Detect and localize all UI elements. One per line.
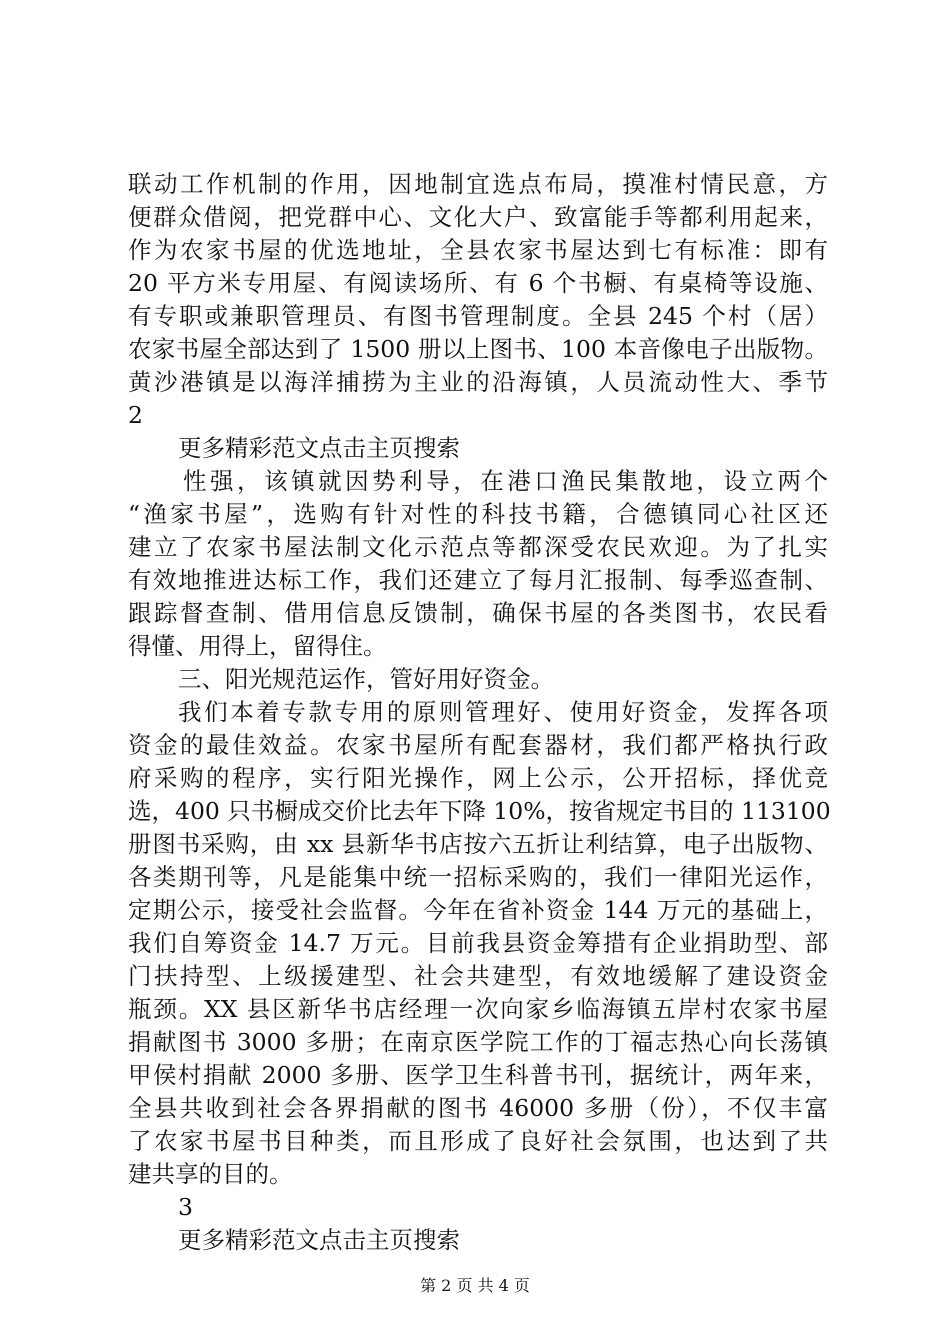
text-line: “渔家书屋”，选购有针对性的科技书籍，合德镇同心社区还 <box>128 500 828 528</box>
text-line: 册图书采购，由 xx 县新华书店按六五折让利结算，电子出版物、 <box>128 830 828 858</box>
section-heading: 三、阳光规范运作，管好用好资金。 <box>178 665 554 693</box>
page-number-marker: 2 <box>128 401 143 429</box>
text-line: 建共享的目的。 <box>128 1160 293 1188</box>
text-line: 建立了农家书屋法制文化示范点等都深受农民欢迎。为了扎实 <box>128 533 828 561</box>
text-line: 便群众借阅，把党群中心、文化大户、致富能手等都利用起来， <box>128 203 828 231</box>
text-line: 作为农家书屋的优选地址，全县农家书屋达到七有标准：即有 <box>128 236 828 264</box>
text-line: 捐献图书 3000 多册；在南京医学院工作的丁福志热心向长荡镇 <box>128 1028 828 1056</box>
text-line: 我们自筹资金 14.7 万元。目前我县资金筹措有企业捐助型、部 <box>128 929 828 957</box>
text-line: 资金的最佳效益。农家书屋所有配套器材，我们都严格执行政 <box>128 731 828 759</box>
text-line: 农家书屋全部达到了 1500 册以上图书、100 本音像电子出版物。 <box>128 335 828 363</box>
text-line: 跟踪督查制、借用信息反馈制，确保书屋的各类图书，农民看 <box>128 599 828 627</box>
text-line: 定期公示，接受社会监督。今年在省补资金 144 万元的基础上， <box>128 896 828 924</box>
text-line: 性强，该镇就因势利导，在港口渔民集散地，设立两个 <box>183 467 828 495</box>
more-articles-note: 更多精彩范文点击主页搜索 <box>178 434 460 462</box>
text-line: 各类期刊等，凡是能集中统一招标采购的，我们一律阳光运作， <box>128 863 828 891</box>
text-line: 有专职或兼职管理员、有图书管理制度。全县 245 个村（居） <box>128 302 828 330</box>
text-line: 得懂、用得上，留得住。 <box>128 632 387 660</box>
text-line: 瓶颈。XX 县区新华书店经理一次向家乡临海镇五岸村农家书屋 <box>128 995 828 1023</box>
document-body <box>128 168 831 1257</box>
text-line: 我们本着专款专用的原则管理好、使用好资金，发挥各项 <box>178 698 828 726</box>
text-line: 甲侯村捐献 2000 多册、医学卫生科普书刊，据统计，两年来， <box>128 1061 828 1089</box>
text-line: 联动工作机制的作用，因地制宜选点布局，摸准村情民意，方 <box>128 170 828 198</box>
text-line: 门扶持型、上级援建型、社会共建型，有效地缓解了建设资金 <box>128 962 828 990</box>
text-line: 全县共收到社会各界捐献的图书 46000 多册（份），不仅丰富 <box>128 1094 828 1122</box>
page-number-marker: 3 <box>178 1193 193 1221</box>
text-line: 选，400 只书橱成交价比去年下降 10%，按省规定书目的 113100 <box>128 797 831 825</box>
text-line: 20 平方米专用屋、有阅读场所、有 6 个书橱、有桌椅等设施、 <box>128 269 828 297</box>
text-line: 府采购的程序，实行阳光操作，网上公示，公开招标，择优竞 <box>128 764 828 792</box>
text-line: 了农家书屋书目种类，而且形成了良好社会氛围，也达到了共 <box>128 1127 828 1155</box>
more-articles-note: 更多精彩范文点击主页搜索 <box>178 1226 460 1254</box>
text-line: 黄沙港镇是以海洋捕捞为主业的沿海镇，人员流动性大、季节 <box>128 368 828 396</box>
text-line: 有效地推进达标工作，我们还建立了每月汇报制、每季巡查制、 <box>128 566 828 594</box>
page-footer: 第 2 页 共 4 页 <box>420 1276 530 1295</box>
